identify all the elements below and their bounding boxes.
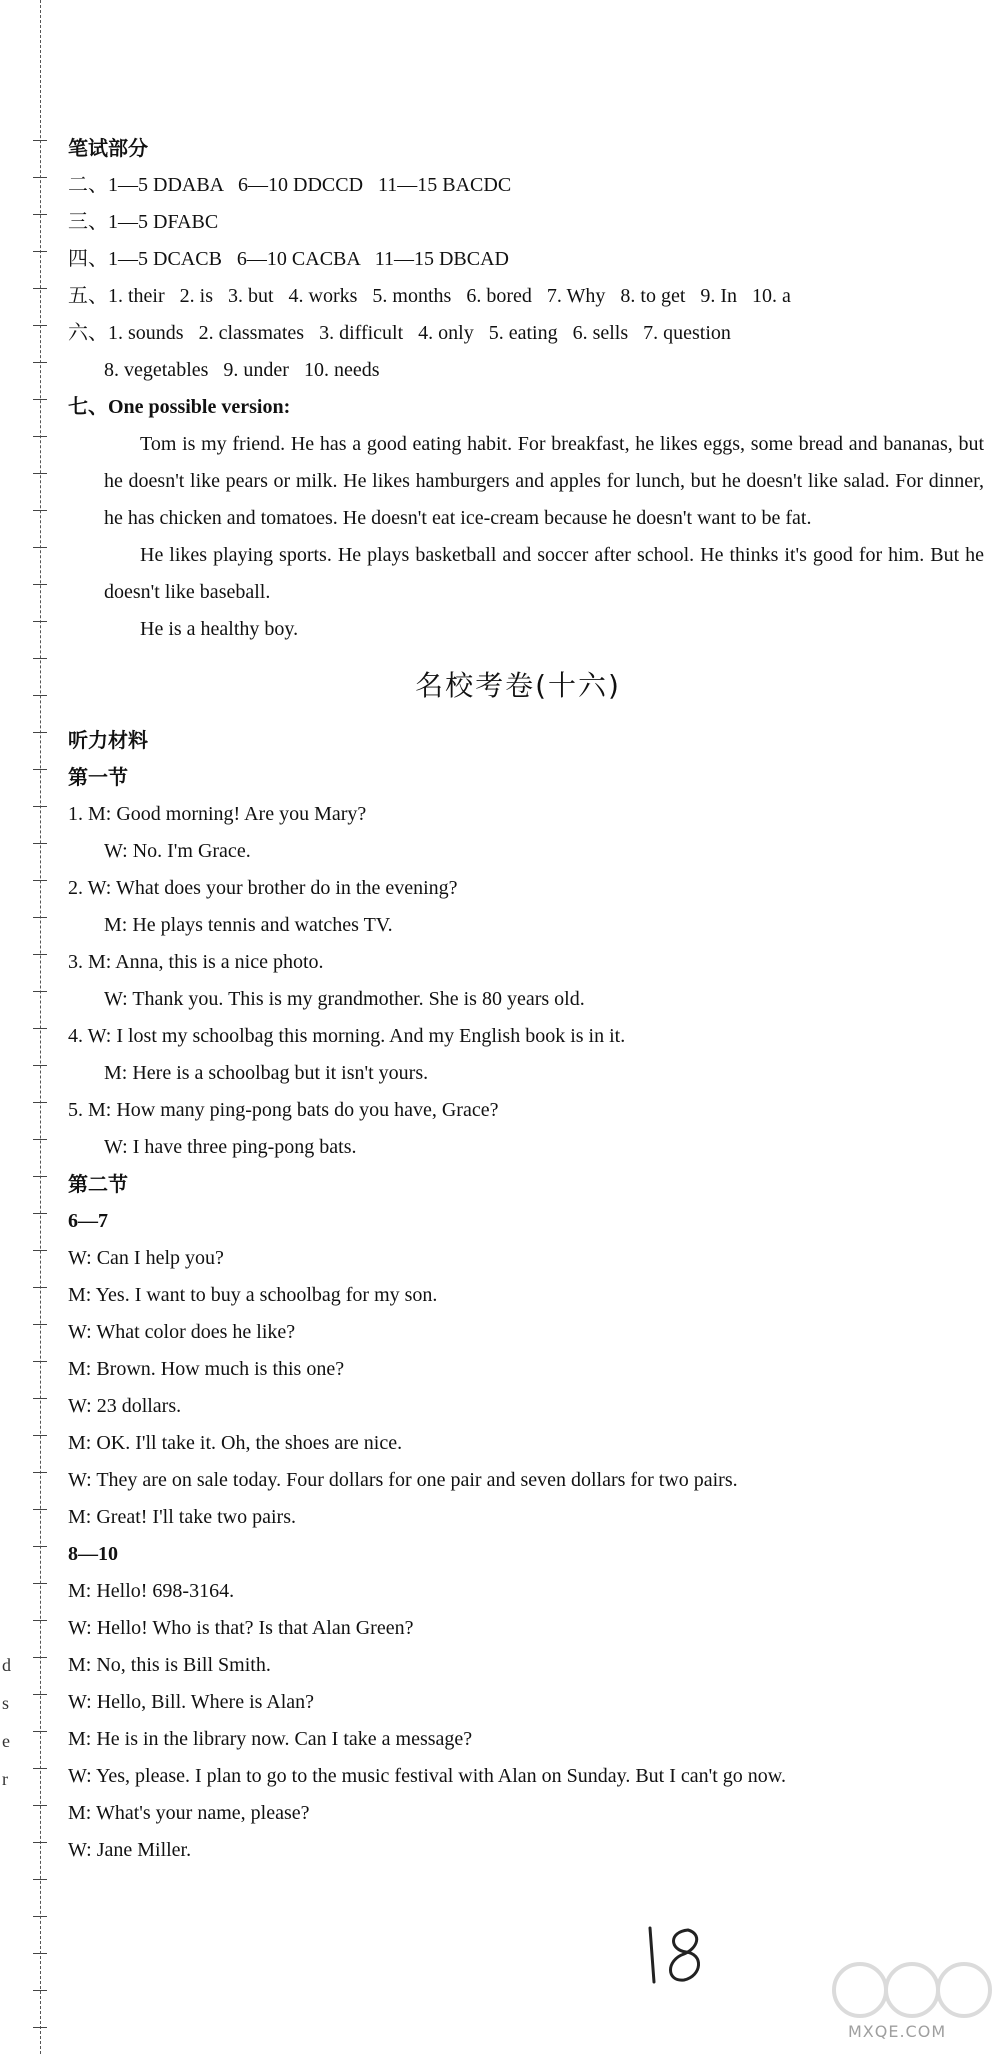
binding-tick <box>33 954 47 955</box>
dialogue-line: W: Hello! Who is that? Is that Alan Green? <box>68 1617 414 1639</box>
binding-tick <box>33 843 47 844</box>
binding-tick <box>33 806 47 807</box>
margin-letter: r <box>2 1769 8 1789</box>
dialogue-line: M: No, this is Bill Smith. <box>68 1654 271 1676</box>
essay-paragraph: Tom is my friend. He has a good eating habit. For breakfast, he likes eggs, some bread and bananas, but he doesn't like pears or milk. He likes hamburgers and apples for lunch, but he doesn't like salad. For dinner, he has chicken and tomatoes. He doesn't eat ice-cream because he doesn't want to be fat. <box>104 433 984 529</box>
binding-tick <box>33 1398 47 1399</box>
dialogue-line: M: Great! I'll take two pairs. <box>68 1506 296 1528</box>
binding-tick <box>33 362 47 363</box>
binding-tick <box>33 1139 47 1140</box>
dialogue-line: M: What's your name, please? <box>68 1802 310 1824</box>
binding-tick <box>33 584 47 585</box>
binding-tick <box>33 214 47 215</box>
answer-line: 四、1—5 DCACB 6—10 CACBA 11—15 DBCAD <box>68 248 509 270</box>
dialogue-line: M: Hello! 698-3164. <box>68 1580 235 1602</box>
watermark-text: MXQE.COM <box>848 2022 947 2041</box>
binding-tick <box>33 1768 47 1769</box>
answer-line: 三、1—5 DFABC <box>68 211 219 233</box>
binding-tick <box>33 510 47 511</box>
binding-tick <box>33 1213 47 1214</box>
listening-heading: 听力材料 <box>68 728 148 752</box>
binding-tick <box>33 695 47 696</box>
binding-tick <box>33 1583 47 1584</box>
binding-tick <box>33 2027 47 2028</box>
binding-tick <box>33 1657 47 1658</box>
binding-tick <box>33 658 47 659</box>
answer-page <box>68 130 984 1869</box>
dialogue-line: M: He is in the library now. Can I take a message? <box>68 1728 473 1750</box>
binding-line <box>40 0 41 2054</box>
section-heading: 第一节 <box>68 765 128 789</box>
sample-essay <box>104 426 984 648</box>
dialogue-line: W: Hello, Bill. Where is Alan? <box>68 1691 315 1713</box>
margin-letter: e <box>2 1731 10 1751</box>
binding-tick <box>33 177 47 178</box>
binding-tick <box>33 473 47 474</box>
section-heading: 第二节 <box>68 1172 128 1196</box>
binding-tick <box>33 1176 47 1177</box>
dialogue-line: M: Here is a schoolbag but it isn't yours. <box>104 1062 429 1084</box>
binding-tick <box>33 547 47 548</box>
binding-tick <box>33 1028 47 1029</box>
binding-tick <box>33 399 47 400</box>
dialogue-line: W: No. I'm Grace. <box>104 840 251 862</box>
essay-heading: 七、One possible version: <box>68 396 291 418</box>
question-group-label: 8—10 <box>68 1543 118 1565</box>
margin-letter: s <box>2 1693 10 1713</box>
dialogue-line: W: What color does he like? <box>68 1321 296 1343</box>
dialogue-line: 2. W: What does your brother do in the evening? <box>68 877 458 899</box>
binding-tick <box>33 1435 47 1436</box>
binding-tick <box>33 1694 47 1695</box>
dialogue-line: 5. M: How many ping-pong bats do you have, Grace? <box>68 1099 499 1121</box>
binding-tick <box>33 1731 47 1732</box>
binding-tick <box>33 1879 47 1880</box>
dialogue-line: 4. W: I lost my schoolbag this morning. And my English book is in it. <box>68 1025 626 1047</box>
dialogue-line: M: Brown. How much is this one? <box>68 1358 345 1380</box>
binding-tick <box>33 880 47 881</box>
binding-tick <box>33 325 47 326</box>
dialogue-line: M: He plays tennis and watches TV. <box>104 914 393 936</box>
answer-line: 六、1. sounds 2. classmates 3. difficult 4. only 5. eating 6. sells 7. question <box>68 322 731 344</box>
dialogue-line: W: They are on sale today. Four dollars for one pair and seven dollars for two pairs. <box>68 1469 738 1491</box>
answer-line: 五、1. their 2. is 3. but 4. works 5. months 6. bored 7. Why 8. to get 9. In 10. a <box>68 285 791 307</box>
binding-tick <box>33 1916 47 1917</box>
binding-tick <box>33 1250 47 1251</box>
binding-tick <box>33 1842 47 1843</box>
dialogue-line: W: Thank you. This is my grandmother. She is 80 years old. <box>104 988 585 1010</box>
binding-tick <box>33 140 47 141</box>
dialogue-line: M: OK. I'll take it. Oh, the shoes are nice. <box>68 1432 403 1454</box>
written-section-heading: 笔试部分 <box>68 136 148 160</box>
binding-tick <box>33 288 47 289</box>
essay-paragraph: He is a healthy boy. <box>140 618 299 640</box>
binding-tick <box>33 1805 47 1806</box>
binding-tick <box>33 732 47 733</box>
margin-letter: d <box>2 1655 11 1675</box>
binding-tick <box>33 1953 47 1954</box>
dialogue-line: W: Jane Miller. <box>68 1839 192 1861</box>
binding-tick <box>33 1065 47 1066</box>
binding-tick <box>33 621 47 622</box>
binding-tick <box>33 1324 47 1325</box>
binding-tick <box>33 1509 47 1510</box>
dialogue-line: M: Yes. I want to buy a schoolbag for my son. <box>68 1284 438 1306</box>
binding-tick <box>33 769 47 770</box>
dialogue-line: W: 23 dollars. <box>68 1395 182 1417</box>
binding-tick <box>33 1287 47 1288</box>
dialogue-line: 3. M: Anna, this is a nice photo. <box>68 951 324 973</box>
binding-tick <box>33 1620 47 1621</box>
answer-line: 8. vegetables 9. under 10. needs <box>104 359 380 381</box>
essay-paragraph: He likes playing sports. He plays basketball and soccer after school. He thinks it's good for him. But he doesn't like baseball. <box>104 544 984 603</box>
binding-tick <box>33 1102 47 1103</box>
binding-tick <box>33 991 47 992</box>
binding-tick <box>33 1472 47 1473</box>
question-group-label: 6—7 <box>68 1210 108 1232</box>
binding-tick <box>33 1990 47 1991</box>
binding-tick <box>33 1361 47 1362</box>
binding-tick <box>33 917 47 918</box>
binding-tick <box>33 1546 47 1547</box>
dialogue-line: 1. M: Good morning! Are you Mary? <box>68 803 367 825</box>
handwritten-page-number <box>640 1920 720 1990</box>
dialogue-line: W: I have three ping-pong bats. <box>104 1136 357 1158</box>
exam-title: 名校考卷(十六) <box>415 669 621 702</box>
dialogue-line: W: Can I help you? <box>68 1247 224 1269</box>
dialogue-line: W: Yes, please. I plan to go to the music festival with Alan on Sunday. But I can't go now. <box>68 1765 786 1787</box>
answer-line: 二、1—5 DDABA 6—10 DDCCD 11—15 BACDC <box>68 174 512 196</box>
binding-tick <box>33 436 47 437</box>
binding-tick <box>33 251 47 252</box>
